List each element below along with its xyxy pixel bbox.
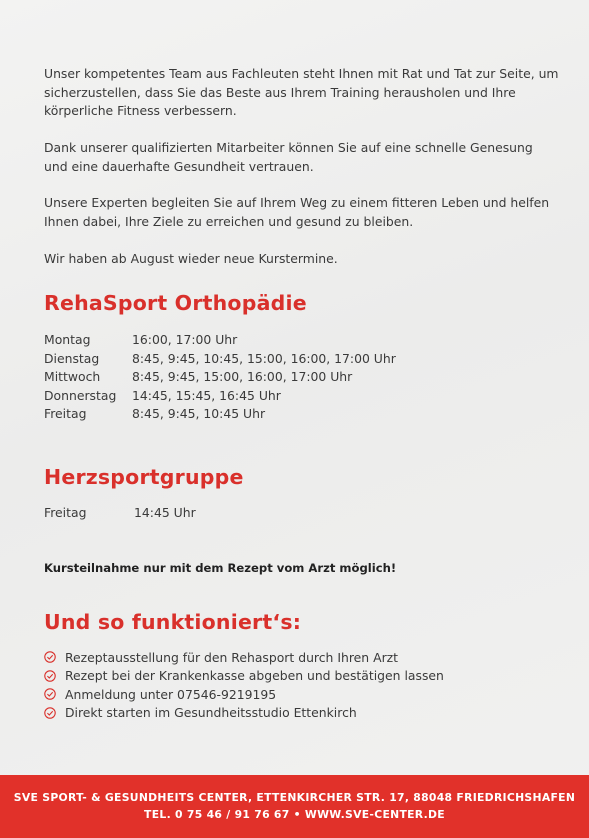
herz-schedule	[44, 504, 196, 523]
check-circle-icon	[44, 670, 56, 682]
check-circle-icon	[44, 707, 56, 719]
list-item	[44, 685, 444, 704]
schedule-times: 14:45 Uhr	[134, 505, 196, 520]
schedule-row	[44, 405, 396, 424]
how-heading: Und so funktioniert‘s:	[44, 610, 302, 634]
schedule-row	[44, 387, 396, 406]
step-text: Rezept bei der Krankenkasse abgeben und bestätigen lassen	[65, 668, 444, 684]
schedule-day: Donnerstag	[44, 387, 117, 403]
schedule-day: Freitag	[44, 505, 87, 520]
schedule-day: Montag	[44, 332, 91, 347]
schedule-day: Mittwoch	[44, 369, 101, 384]
how-steps	[44, 648, 444, 722]
reha-heading: RehaSport Orthopädie	[44, 291, 307, 315]
schedule-times: 14:45, 15:45, 16:45 Uhr	[132, 387, 281, 403]
intro-paragraph-team: Unser kompetentes Team aus Fachleuten steht Ihnen mit Rat und Tat zur Seite, um sicherzustellen, dass Sie das Beste aus Ihrem Training herausholen und Ihre körperliche Fitness verbessern.	[44, 66, 559, 118]
schedule-day: Freitag	[44, 406, 87, 421]
schedule-row	[44, 368, 396, 387]
intro-paragraph-experts: Unsere Experten begleiten Sie auf Ihrem Weg zu einem fitteren Leben und helfen Ihnen dabei, Ihre Ziele zu erreichen und gesund zu bleiben.	[44, 195, 550, 229]
intro-paragraph-staff: Dank unserer qualifizierten Mitarbeiter können Sie auf eine schnelle Genesung und eine dauerhafte Gesundheit vertrauen.	[44, 140, 533, 174]
schedule-row	[44, 331, 396, 350]
list-item	[44, 704, 444, 723]
check-circle-icon	[44, 688, 56, 700]
schedule-row	[44, 350, 396, 369]
step-text: Anmeldung unter 07546-9219195	[65, 686, 277, 702]
schedule-times: 16:00, 17:00 Uhr	[132, 332, 238, 347]
herz-heading: Herzsportgruppe	[44, 465, 244, 489]
step-text: Rezeptausstellung für den Rehasport durch Ihren Arzt	[65, 649, 399, 665]
reha-schedule	[44, 331, 396, 424]
intro-paragraph-dates: Wir haben ab August wieder neue Kurstermine.	[44, 251, 338, 266]
list-item	[44, 667, 444, 686]
schedule-row	[44, 504, 196, 523]
footer-bar	[0, 775, 589, 838]
schedule-times: 8:45, 9:45, 10:45 Uhr	[132, 406, 266, 421]
prescription-note: Kursteilnahme nur mit dem Rezept vom Arzt möglich!	[44, 561, 397, 575]
footer-contact: TEL. 0 75 46 / 91 76 67 • WWW.SVE-CENTER.DE	[144, 808, 445, 821]
schedule-times: 8:45, 9:45, 10:45, 15:00, 16:00, 17:00 Uhr	[132, 350, 396, 366]
footer-address: SVE SPORT- & GESUNDHEITS CENTER, ETTENKIRCHER STR. 17, 88048 FRIEDRICHSHAFEN	[13, 791, 576, 804]
check-circle-icon	[44, 651, 56, 663]
schedule-times: 8:45, 9:45, 15:00, 16:00, 17:00 Uhr	[132, 369, 353, 384]
schedule-day: Dienstag	[44, 350, 100, 366]
list-item	[44, 648, 444, 667]
step-text: Direkt starten im Gesundheitsstudio Ettenkirch	[65, 705, 357, 721]
